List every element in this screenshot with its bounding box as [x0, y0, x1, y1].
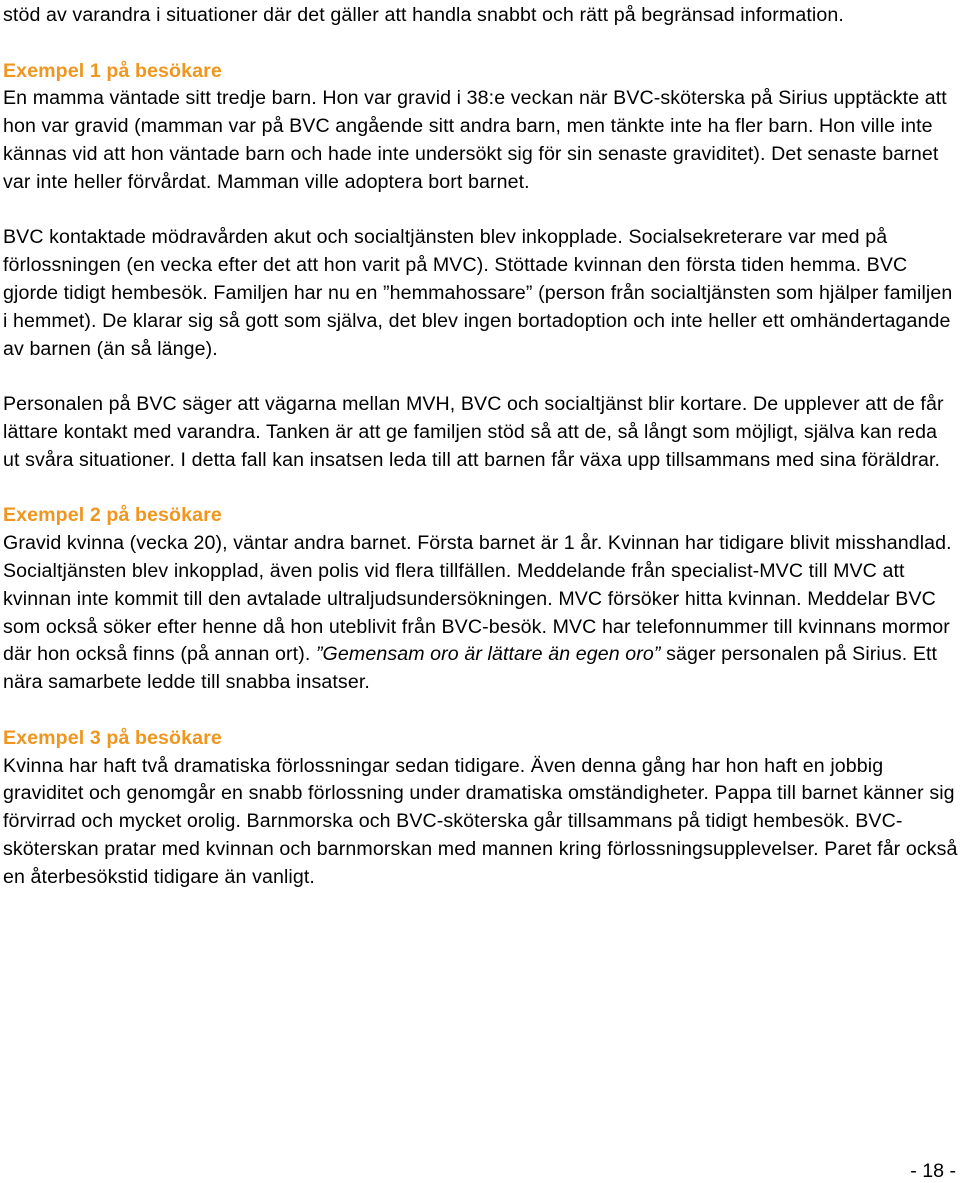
example-1-paragraph-1: En mamma väntade sitt tredje barn. Hon var gravid i 38:e veckan när BVC-sköterska på Sirius upptäckte att hon var gravid (mamman var på BVC angående sitt andra barn, men tänkte inte ha fler barn. Hon ville inte kännas vid att hon väntade barn och hade inte undersökt sig för sin senaste graviditet). Det senaste barnet var inte heller förvårdat. Mamman ville adoptera bort barnet. [3, 87, 947, 193]
example-1-paragraph-2: BVC kontaktade mödravården akut och socialtjänsten blev inkopplade. Socialsekreterare var med på förlossningen (en vecka efter det att hon varit på MVC). Stöttade kvinnan den första tiden hemma. BVC gjorde tidigt hembesök. Familjen har nu en ”hemmahossare” (person från socialtjänsten som hjälper familjen i hemmet). De klarar sig så gott som själva, det blev ingen bortadoption och inte heller ett omhändertagande av barnen (än så länge). [3, 226, 953, 360]
example-1-section [3, 58, 958, 475]
document-page [3, 2, 958, 892]
spacer [3, 475, 958, 503]
example-3-paragraph: Kvinna har haft två dramatiska förlossningar sedan tidigare. Även denna gång har hon haft en jobbig graviditet och genomgår en snabb förlossning under dramatiska omständigheter. Pappa till barnet känner sig förvirrad och mycket orolig. Barnmorska och BVC-sköterska går tillsammans på tidigt hembesök. BVC-sköterskan pratar med kvinnan och barnmorskan med mannen kring förlossningsupplevelser. Paret får också en återbesökstid tidigare än vanligt. [3, 754, 958, 888]
spacer [3, 197, 958, 225]
spacer [3, 363, 958, 391]
example-2-text: Gravid kvinna (vecka 20), väntar andra barnet. Första barnet är 1 år. Kvinnan har tidigare blivit misshandlad. Socialtjänsten blev inkopplad, även polis vid flera tillfällen. Meddelande från specialist-MVC till MVC att kvinnan inte kommit till den avtalade ultraljudsundersökningen. MVC försöker hitta kvinnan. Meddelar BVC som också söker efter henne då hon uteblivit från BVC-besök. MVC har telefonnummer till kvinnans mormor där hon också finns (på annan ort). [3, 532, 952, 666]
spacer [3, 30, 958, 58]
example-2-text-end: säger personalen på Sirius. Ett nära samarbete ledde till snabba insatser. [3, 643, 938, 694]
example-1-paragraph-3: Personalen på BVC säger att vägarna mellan MVH, BVC och socialtjänst blir kortare. De upplever att de får lättare kontakt med varandra. Tanken är att ge familjen stöd så att de, så långt som möjligt, själva kan reda ut svåra situationer. I detta fall kan insatsen leda till att barnen får växa upp tillsammans med sina föräldrar. [3, 393, 944, 471]
example-2-quote: ”Gemensam oro är lättare än egen oro” [315, 643, 661, 666]
page-number: - 18 - [910, 1160, 956, 1182]
example-1-heading: Exempel 1 på besökare [3, 59, 222, 82]
intro-paragraph: stöd av varandra i situationer där det gäller att handla snabbt och rätt på begränsad information. [3, 4, 844, 26]
example-3-section [3, 725, 958, 892]
example-2-section [3, 502, 958, 697]
example-2-paragraph [3, 530, 958, 697]
example-3-heading: Exempel 3 på besökare [3, 726, 222, 749]
spacer [3, 697, 958, 725]
example-2-heading: Exempel 2 på besökare [3, 504, 222, 527]
